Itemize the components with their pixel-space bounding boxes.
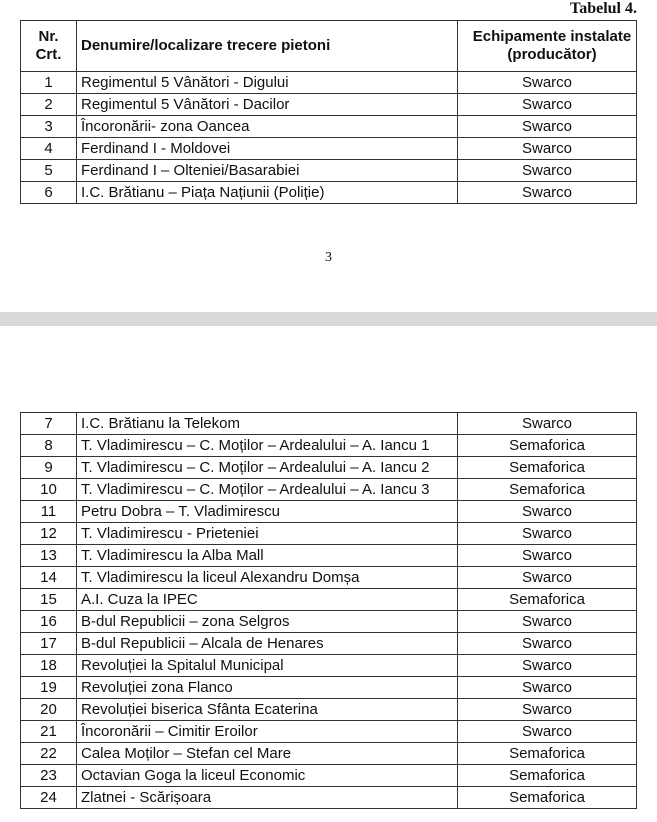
equipment-cell: Semaforica (458, 765, 637, 787)
table-row (21, 699, 637, 721)
row-number-cell: 22 (21, 743, 77, 765)
table-row (21, 655, 637, 677)
crossing-name-cell: T. Vladimirescu - Prieteniei (77, 523, 458, 545)
header-equipment-label: Echipamente instalate (producător) (472, 28, 632, 63)
equipment-cell: Swarco (458, 633, 637, 655)
crossing-name-cell: T. Vladimirescu – C. Moților – Ardealului – A. Iancu 2 (77, 457, 458, 479)
table-row (21, 501, 637, 523)
crossings-table-part-2 (20, 412, 637, 809)
row-number-cell: 12 (21, 523, 77, 545)
equipment-cell: Semaforica (458, 787, 637, 809)
equipment-cell: Swarco (458, 501, 637, 523)
equipment-cell: Swarco (458, 677, 637, 699)
crossing-name-cell: Ferdinand I – Olteniei/Basarabiei (77, 160, 458, 182)
equipment-cell: Semaforica (458, 479, 637, 501)
table-caption: Tabelul 4. (570, 0, 637, 17)
table-row (21, 545, 637, 567)
equipment-cell: Swarco (458, 655, 637, 677)
equipment-cell: Swarco (458, 116, 637, 138)
crossing-name-cell: B-dul Republicii – Alcala de Henares (77, 633, 458, 655)
document-page-1 (0, 0, 657, 312)
table-row (21, 116, 637, 138)
equipment-cell: Semaforica (458, 435, 637, 457)
table-row (21, 567, 637, 589)
table-row (21, 435, 637, 457)
crossing-name-cell: Regimentul 5 Vânători - Dacilor (77, 94, 458, 116)
table-row (21, 677, 637, 699)
table-row (21, 72, 637, 94)
equipment-cell: Swarco (458, 545, 637, 567)
table-row (21, 589, 637, 611)
table-row (21, 523, 637, 545)
table-row (21, 182, 637, 204)
table-body-part-1 (21, 72, 637, 204)
crossing-name-cell: T. Vladimirescu – C. Moților – Ardealului – A. Iancu 1 (77, 435, 458, 457)
crossing-name-cell: Încoronării- zona Oancea (77, 116, 458, 138)
table-row (21, 457, 637, 479)
table-row (21, 787, 637, 809)
table-row (21, 94, 637, 116)
crossing-name-cell: Revoluției la Spitalul Municipal (77, 655, 458, 677)
table-row (21, 633, 637, 655)
crossing-name-cell: T. Vladimirescu la Alba Mall (77, 545, 458, 567)
row-number-cell: 23 (21, 765, 77, 787)
crossing-name-cell: Ferdinand I - Moldovei (77, 138, 458, 160)
crossing-name-cell: Revoluției biserica Sfânta Ecaterina (77, 699, 458, 721)
equipment-cell: Swarco (458, 611, 637, 633)
row-number-cell: 1 (21, 72, 77, 94)
row-number-cell: 5 (21, 160, 77, 182)
equipment-cell: Swarco (458, 567, 637, 589)
table-row (21, 479, 637, 501)
equipment-cell: Swarco (458, 699, 637, 721)
header-crossing-name: Denumire/localizare trecere pietoni (77, 21, 458, 72)
crossing-name-cell: Regimentul 5 Vânători - Digului (77, 72, 458, 94)
row-number-cell: 17 (21, 633, 77, 655)
equipment-cell: Swarco (458, 160, 637, 182)
row-number-cell: 4 (21, 138, 77, 160)
page-separator (0, 312, 657, 326)
table-row (21, 721, 637, 743)
crossing-name-cell: Zlatnei - Scărișoara (77, 787, 458, 809)
row-number-cell: 3 (21, 116, 77, 138)
equipment-cell: Swarco (458, 72, 637, 94)
equipment-cell: Swarco (458, 138, 637, 160)
equipment-cell: Swarco (458, 413, 637, 435)
row-number-cell: 24 (21, 787, 77, 809)
crossing-name-cell: B-dul Republicii – zona Selgros (77, 611, 458, 633)
row-number-cell: 20 (21, 699, 77, 721)
table-row (21, 611, 637, 633)
header-nr-crt (21, 21, 77, 72)
crossing-name-cell: I.C. Brătianu – Piața Națiunii (Poliție) (77, 182, 458, 204)
row-number-cell: 8 (21, 435, 77, 457)
row-number-cell: 2 (21, 94, 77, 116)
row-number-cell: 13 (21, 545, 77, 567)
page-number: 3 (325, 250, 332, 265)
crossing-name-cell: Petru Dobra – T. Vladimirescu (77, 501, 458, 523)
row-number-cell: 6 (21, 182, 77, 204)
equipment-cell: Swarco (458, 94, 637, 116)
equipment-cell: Semaforica (458, 743, 637, 765)
crossing-name-cell: I.C. Brătianu la Telekom (77, 413, 458, 435)
table-row (21, 413, 637, 435)
equipment-cell: Swarco (458, 721, 637, 743)
table-body-part-2 (21, 413, 637, 809)
row-number-cell: 15 (21, 589, 77, 611)
crossing-name-cell: T. Vladimirescu la liceul Alexandru Domșa (77, 567, 458, 589)
row-number-cell: 14 (21, 567, 77, 589)
row-number-cell: 19 (21, 677, 77, 699)
row-number-cell: 16 (21, 611, 77, 633)
crossing-name-cell: Încoronării – Cimitir Eroilor (77, 721, 458, 743)
table-row (21, 160, 637, 182)
crossings-table-part-1 (20, 20, 637, 204)
row-number-cell: 10 (21, 479, 77, 501)
table-row (21, 138, 637, 160)
header-equipment (458, 21, 637, 72)
row-number-cell: 7 (21, 413, 77, 435)
crossing-name-cell: Revoluției zona Flanco (77, 677, 458, 699)
row-number-cell: 21 (21, 721, 77, 743)
equipment-cell: Semaforica (458, 589, 637, 611)
equipment-cell: Semaforica (458, 457, 637, 479)
row-number-cell: 18 (21, 655, 77, 677)
table-row (21, 765, 637, 787)
table-header-row (21, 21, 637, 72)
crossing-name-cell: Octavian Goga la liceul Economic (77, 765, 458, 787)
crossing-name-cell: A.I. Cuza la IPEC (77, 589, 458, 611)
row-number-cell: 11 (21, 501, 77, 523)
row-number-cell: 9 (21, 457, 77, 479)
equipment-cell: Swarco (458, 182, 637, 204)
table-row (21, 743, 637, 765)
header-nr-crt-label: Nr. Crt. (35, 28, 62, 63)
crossing-name-cell: Calea Moților – Stefan cel Mare (77, 743, 458, 765)
crossing-name-cell: T. Vladimirescu – C. Moților – Ardealului – A. Iancu 3 (77, 479, 458, 501)
equipment-cell: Swarco (458, 523, 637, 545)
